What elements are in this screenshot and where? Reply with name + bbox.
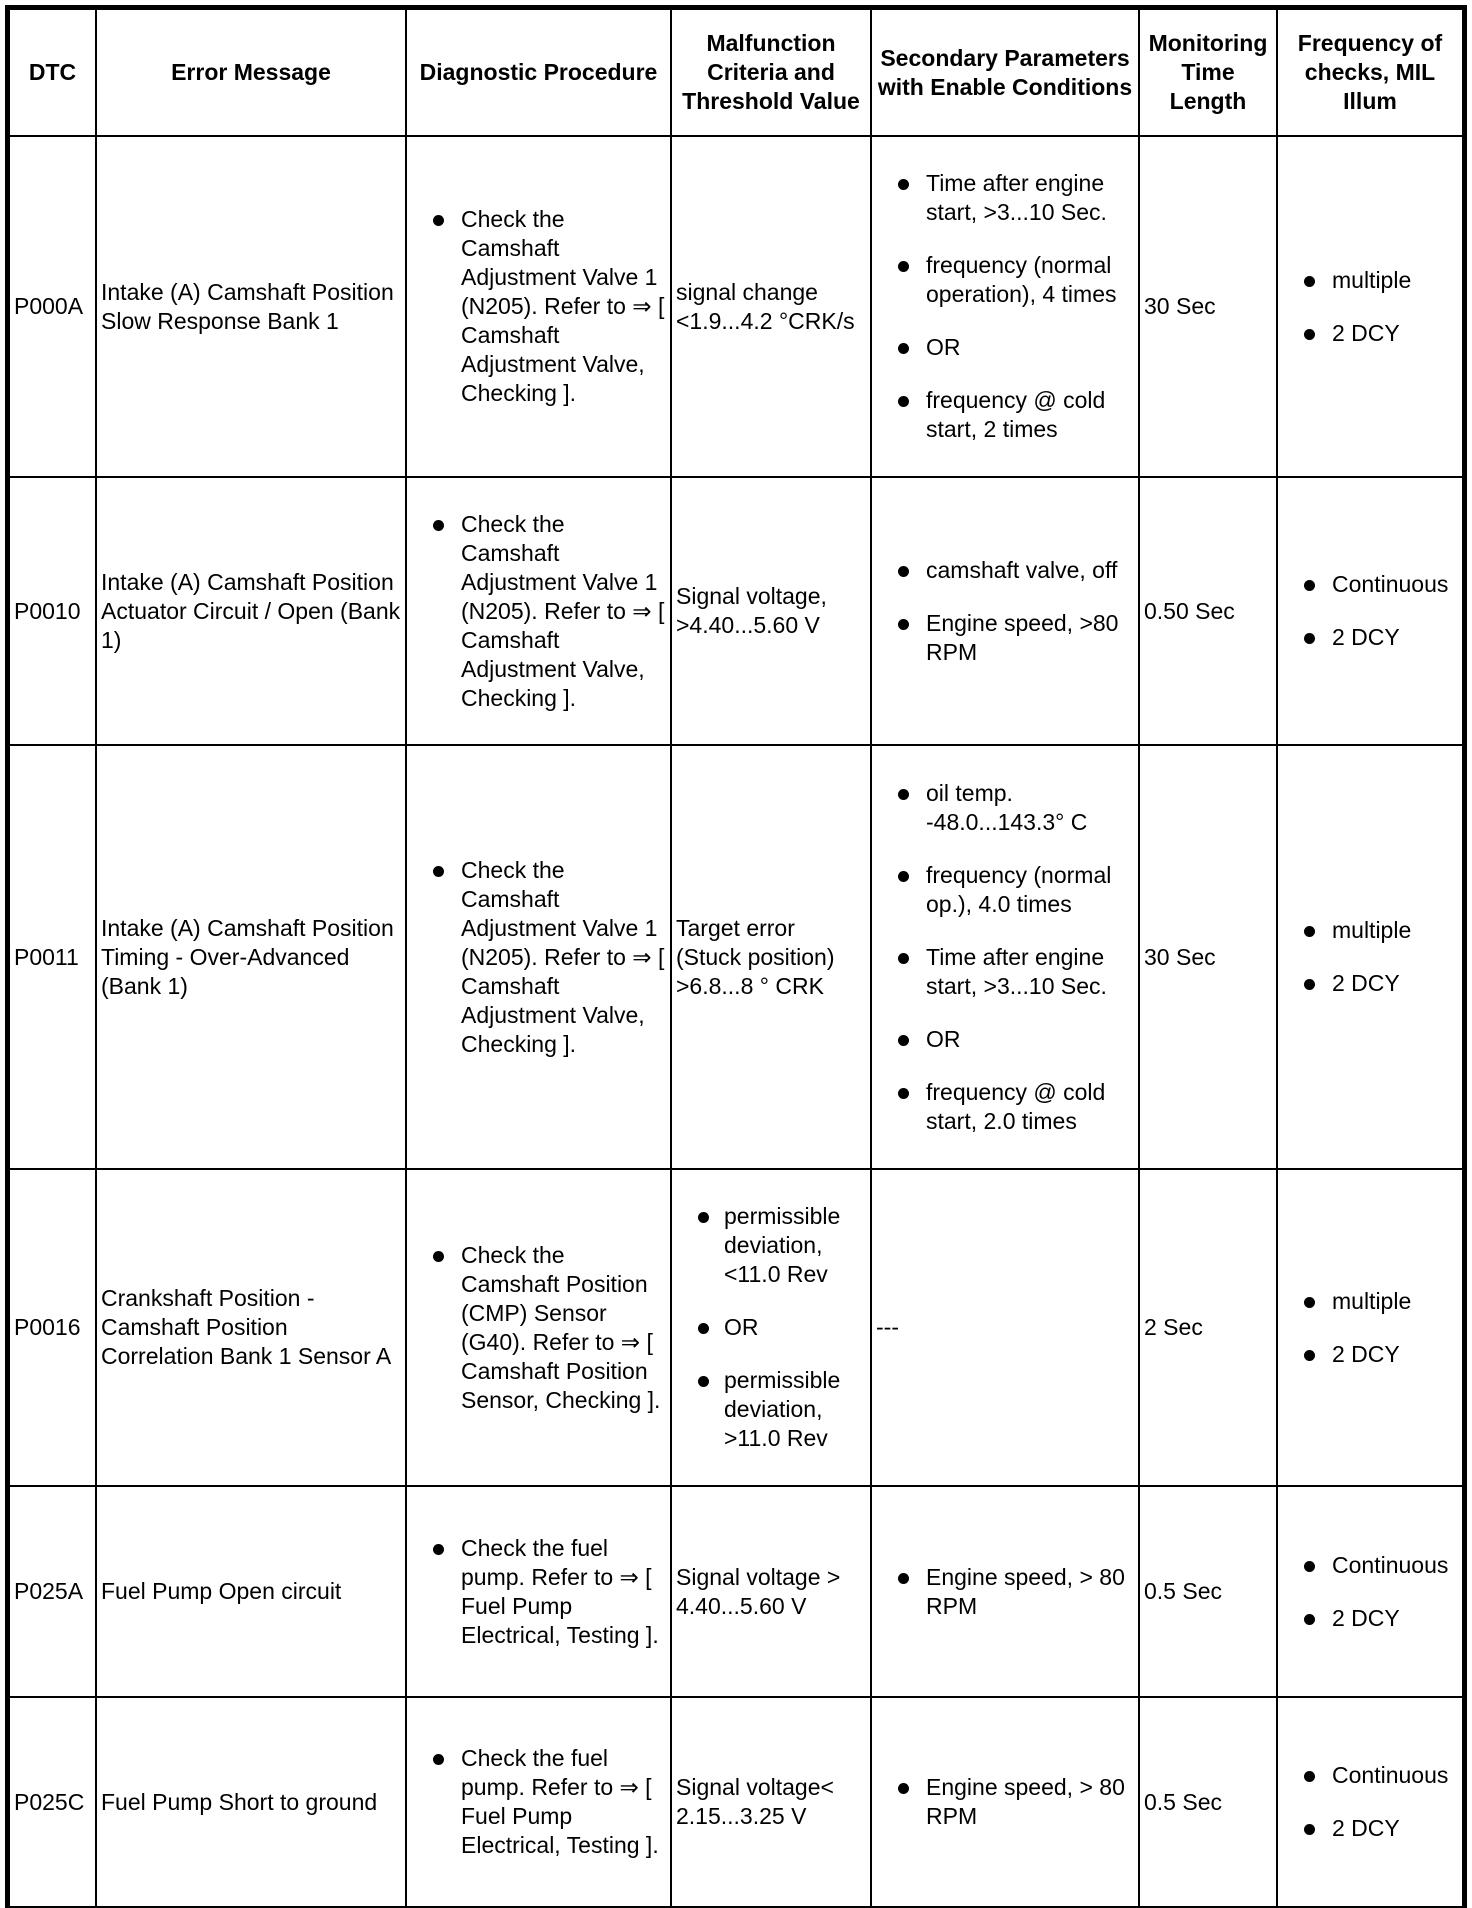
error-message: Crankshaft Position - Camshaft Position Correlation Bank 1 Sensor A — [96, 1169, 406, 1486]
bullet-icon — [1304, 979, 1315, 990]
frequency — [1277, 1169, 1463, 1486]
list-item: OR — [676, 1313, 866, 1342]
bullet-icon — [898, 1088, 909, 1099]
bullet-icon — [898, 1035, 909, 1046]
header-dtc: DTC — [9, 9, 96, 136]
secondary-parameters — [871, 1697, 1139, 1907]
error-message: Intake (A) Camshaft Position Slow Response Bank 1 — [96, 136, 406, 477]
frequency — [1277, 1697, 1463, 1907]
error-message: Intake (A) Camshaft Position Actuator Circuit / Open (Bank 1) — [96, 477, 406, 745]
header-row — [9, 9, 1463, 136]
malfunction-criteria: Signal voltage, >4.40...5.60 V — [671, 477, 871, 745]
bullet-icon — [433, 1754, 444, 1765]
table-row — [9, 477, 1463, 745]
diagnostic-procedure — [406, 1169, 671, 1486]
bullet-icon — [433, 866, 444, 877]
list-item: Check the Camshaft Adjustment Valve 1 (N205). Refer to ⇒ [ Camshaft Adjustment Valve, Checking ]. — [411, 510, 666, 713]
dtc-code: P0016 — [9, 1169, 96, 1486]
bullet-icon — [698, 1376, 709, 1387]
bullet-icon — [698, 1212, 709, 1223]
list-item: multiple — [1282, 266, 1458, 295]
list-item: frequency (normal operation), 4 times — [876, 251, 1134, 309]
list-item: frequency @ cold start, 2.0 times — [876, 1078, 1134, 1136]
list-item: Engine speed, >80 RPM — [876, 609, 1134, 667]
bullet-icon — [898, 871, 909, 882]
secondary-parameters — [871, 136, 1139, 477]
error-message: Fuel Pump Open circuit — [96, 1486, 406, 1697]
bullet-icon — [1304, 276, 1315, 287]
bullet-icon — [1304, 1771, 1315, 1782]
list-item: 2 DCY — [1282, 1814, 1458, 1843]
list-item: multiple — [1282, 1287, 1458, 1316]
bullet-icon — [433, 1251, 444, 1262]
malfunction-criteria: Target error (Stuck position) >6.8...8 ° CRK — [671, 745, 871, 1169]
table-row — [9, 136, 1463, 477]
monitoring-time: 0.5 Sec — [1139, 1486, 1277, 1697]
bullet-icon — [898, 619, 909, 630]
list-item: Check the Camshaft Adjustment Valve 1 (N205). Refer to ⇒ [ Camshaft Adjustment Valve, Checking ]. — [411, 856, 666, 1059]
bullet-icon — [898, 261, 909, 272]
bullet-icon — [1304, 1350, 1315, 1361]
header-secondary-parameters: Secondary Parameters with Enable Conditions — [871, 9, 1139, 136]
header-diagnostic-procedure: Diagnostic Procedure — [406, 9, 671, 136]
list-item: Continuous — [1282, 1761, 1458, 1790]
bullet-icon — [898, 953, 909, 964]
bullet-icon — [1304, 329, 1315, 340]
dtc-code: P025A — [9, 1486, 96, 1697]
bullet-icon — [898, 396, 909, 407]
list-item: 2 DCY — [1282, 1604, 1458, 1633]
secondary-parameters — [871, 1486, 1139, 1697]
list-item: permissible deviation, >11.0 Rev — [676, 1366, 866, 1453]
list-item: frequency @ cold start, 2 times — [876, 386, 1134, 444]
table-row — [9, 745, 1463, 1169]
header-monitoring-time: Monitoring Time Length — [1139, 9, 1277, 136]
bullet-icon — [433, 215, 444, 226]
bullet-icon — [698, 1323, 709, 1334]
list-item: 2 DCY — [1282, 969, 1458, 998]
bullet-icon — [1304, 1561, 1315, 1572]
list-item: OR — [876, 333, 1134, 362]
bullet-icon — [1304, 633, 1315, 644]
list-item: 2 DCY — [1282, 1340, 1458, 1369]
monitoring-time: 0.50 Sec — [1139, 477, 1277, 745]
frequency — [1277, 745, 1463, 1169]
bullet-icon — [1304, 1297, 1315, 1308]
frequency — [1277, 1486, 1463, 1697]
table-row — [9, 1486, 1463, 1697]
malfunction-criteria — [671, 1169, 871, 1486]
monitoring-time: 30 Sec — [1139, 745, 1277, 1169]
bullet-icon — [1304, 926, 1315, 937]
list-item: permissible deviation, <11.0 Rev — [676, 1202, 866, 1289]
secondary-parameters — [871, 745, 1139, 1169]
list-item: frequency (normal op.), 4.0 times — [876, 861, 1134, 919]
dtc-code: P025C — [9, 1697, 96, 1907]
bullet-icon — [433, 520, 444, 531]
secondary-parameters: --- — [871, 1169, 1139, 1486]
table-row — [9, 1169, 1463, 1486]
bullet-icon — [898, 789, 909, 800]
error-message: Intake (A) Camshaft Position Timing - Over-Advanced (Bank 1) — [96, 745, 406, 1169]
list-item: Check the fuel pump. Refer to ⇒ [ Fuel Pump Electrical, Testing ]. — [411, 1534, 666, 1650]
list-item: camshaft valve, off — [876, 556, 1134, 585]
malfunction-criteria: Signal voltage > 4.40...5.60 V — [671, 1486, 871, 1697]
dtc-table — [8, 8, 1464, 1908]
diagnostic-procedure — [406, 477, 671, 745]
monitoring-time: 30 Sec — [1139, 136, 1277, 477]
bullet-icon — [1304, 580, 1315, 591]
list-item: Check the fuel pump. Refer to ⇒ [ Fuel Pump Electrical, Testing ]. — [411, 1744, 666, 1860]
list-item: Engine speed, > 80 RPM — [876, 1563, 1134, 1621]
frequency — [1277, 477, 1463, 745]
header-error-message: Error Message — [96, 9, 406, 136]
diagnostic-procedure — [406, 1697, 671, 1907]
list-item: 2 DCY — [1282, 319, 1458, 348]
table-row — [9, 1697, 1463, 1907]
bullet-icon — [898, 566, 909, 577]
malfunction-criteria: signal change <1.9...4.2 °CRK/s — [671, 136, 871, 477]
list-item: Check the Camshaft Position (CMP) Sensor (G40). Refer to ⇒ [ Camshaft Position Sensor, Checking ]. — [411, 1241, 666, 1415]
list-item: oil temp. -48.0...143.3° C — [876, 779, 1134, 837]
bullet-icon — [898, 343, 909, 354]
diagnostic-procedure — [406, 745, 671, 1169]
secondary-parameters — [871, 477, 1139, 745]
frequency — [1277, 136, 1463, 477]
bullet-icon — [433, 1544, 444, 1555]
bullet-icon — [898, 1573, 909, 1584]
bullet-icon — [898, 179, 909, 190]
dtc-code: P000A — [9, 136, 96, 477]
malfunction-criteria: Signal voltage< 2.15...3.25 V — [671, 1697, 871, 1907]
list-item: 2 DCY — [1282, 623, 1458, 652]
list-item: Time after engine start, >3...10 Sec. — [876, 943, 1134, 1001]
list-item: Continuous — [1282, 1551, 1458, 1580]
error-message: Fuel Pump Short to ground — [96, 1697, 406, 1907]
bullet-icon — [1304, 1614, 1315, 1625]
list-item: Engine speed, > 80 RPM — [876, 1773, 1134, 1831]
list-item: Time after engine start, >3...10 Sec. — [876, 169, 1134, 227]
header-malfunction-criteria: Malfunction Criteria and Threshold Value — [671, 9, 871, 136]
header-frequency: Frequency of checks, MIL Illum — [1277, 9, 1463, 136]
list-item: Continuous — [1282, 570, 1458, 599]
list-item: multiple — [1282, 916, 1458, 945]
bullet-icon — [1304, 1824, 1315, 1835]
bullet-icon — [898, 1783, 909, 1794]
monitoring-time: 2 Sec — [1139, 1169, 1277, 1486]
dtc-code: P0010 — [9, 477, 96, 745]
diagnostic-procedure — [406, 1486, 671, 1697]
list-item: Check the Camshaft Adjustment Valve 1 (N205). Refer to ⇒ [ Camshaft Adjustment Valve, Checking ]. — [411, 205, 666, 408]
list-item: OR — [876, 1025, 1134, 1054]
dtc-code: P0011 — [9, 745, 96, 1169]
monitoring-time: 0.5 Sec — [1139, 1697, 1277, 1907]
diagnostic-procedure — [406, 136, 671, 477]
